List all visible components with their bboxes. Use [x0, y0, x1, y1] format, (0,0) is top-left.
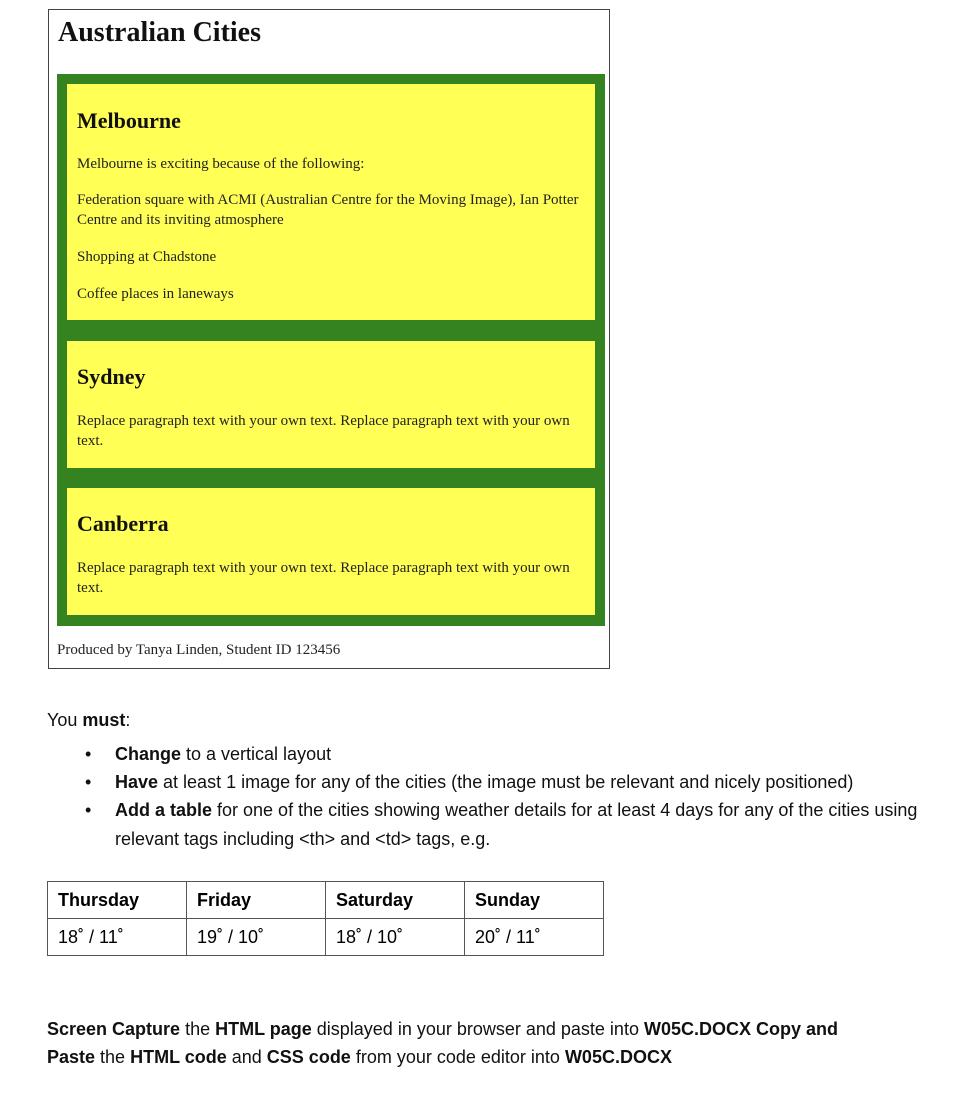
city-paragraph: Federation square with ACMI (Australian Centre for the Moving Image), Ian Potter Centre and its inviting atmosphere: [77, 192, 579, 228]
bullet-icon: •: [85, 772, 92, 792]
city-paragraph: Melbourne is exciting because of the following:: [77, 156, 365, 172]
table-header-cell: Saturday: [326, 882, 465, 919]
page-footer: Produced by Tanya Linden, Student ID 123456: [57, 642, 341, 658]
weather-table: [47, 881, 604, 956]
city-heading: Melbourne: [77, 108, 181, 133]
city-card-melbourne: [67, 84, 595, 320]
table-header-cell: Thursday: [48, 882, 187, 919]
table-header-cell: Friday: [187, 882, 326, 919]
city-paragraph: Coffee places in laneways: [77, 286, 234, 302]
city-card-sydney: [67, 341, 595, 468]
cities-container: [57, 74, 605, 626]
city-heading: Canberra: [77, 511, 169, 536]
city-paragraph: Shopping at Chadstone: [77, 249, 217, 265]
table-row: [48, 919, 604, 956]
closing-instructions: Screen Capture the HTML page displayed in your browser and paste into W05C.DOCX Copy and Paste the HTML code and CSS code from your code editor into W05C.DOCX: [47, 1019, 838, 1067]
city-paragraph: Replace paragraph text with your own text. Replace paragraph text with your own text.: [77, 560, 570, 596]
table-cell: 18˚ / 10˚: [326, 919, 465, 956]
table-header-cell: Sunday: [465, 882, 604, 919]
table-header-row: [48, 882, 604, 919]
table-cell: 18˚ / 11˚: [48, 919, 187, 956]
bullet-icon: •: [85, 744, 92, 764]
city-card-canberra: [67, 488, 595, 615]
instructions-intro: You must:: [47, 710, 131, 730]
table-cell: 19˚ / 10˚: [187, 919, 326, 956]
city-paragraph: Replace paragraph text with your own text. Replace paragraph text with your own text.: [77, 413, 570, 449]
page-screenshot: [48, 9, 610, 669]
table-cell: 20˚ / 11˚: [465, 919, 604, 956]
bullet-icon: •: [85, 800, 92, 820]
city-heading: Sydney: [77, 364, 146, 389]
page-title: Australian Cities: [58, 17, 261, 48]
